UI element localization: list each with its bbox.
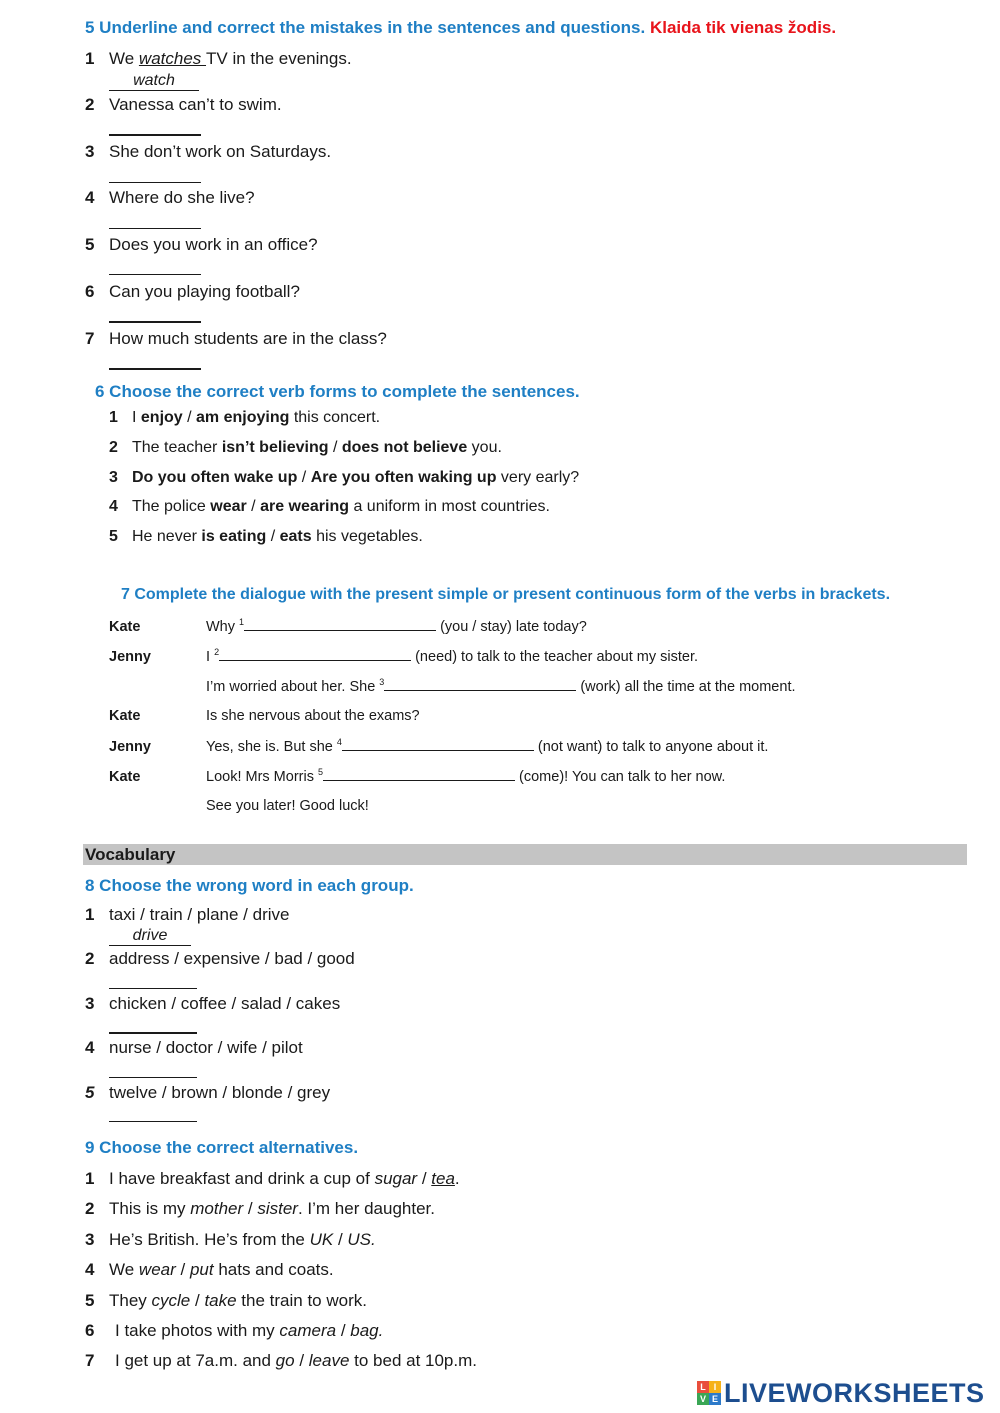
option-a[interactable]: is eating [201, 528, 267, 545]
option-b[interactable]: take [204, 1291, 237, 1310]
option-a[interactable]: isn’t believing [221, 439, 329, 456]
item-number: 4 [109, 498, 118, 515]
ex5-answer-3[interactable] [109, 182, 201, 183]
option-a[interactable]: UK [309, 1230, 334, 1249]
ex7-line-1 [109, 618, 587, 635]
logo-mark-letter: V [697, 1393, 709, 1405]
sentence-end: you. [467, 439, 502, 456]
ex8-answer-4[interactable] [109, 1077, 197, 1078]
ex5-item-4 [85, 188, 255, 208]
ex8-item-2 [85, 949, 355, 969]
item-number: 1 [85, 49, 95, 68]
ex9-title: 9 Choose the correct alternatives. [85, 1138, 359, 1157]
sentence-start: The teacher [132, 439, 222, 456]
ex8-answer-3[interactable] [109, 1032, 197, 1034]
item-number: 3 [85, 994, 95, 1013]
ex7-line-7 [109, 798, 369, 814]
logo-mark-letter: L [697, 1381, 709, 1393]
option-b-selected[interactable]: tea [431, 1169, 455, 1188]
item-number: 6 [85, 282, 95, 301]
option-b[interactable]: leave [308, 1351, 350, 1370]
sentence-start: I have breakfast and drink a cup of [109, 1169, 375, 1188]
sentence: How much students are in the class? [109, 329, 387, 348]
word-group: nurse / doctor / wife / pilot [109, 1038, 303, 1057]
option-a[interactable]: camera [279, 1321, 337, 1340]
ex7-line-3 [109, 678, 796, 695]
line-hint: (you / stay) late today? [436, 619, 587, 635]
gap-number: 2 [214, 647, 220, 658]
separator: / [190, 1291, 205, 1310]
sentence-end: this concert. [289, 409, 381, 426]
gap-number: 1 [239, 617, 245, 628]
item-number: 1 [85, 905, 95, 924]
ex6-title: 6 Choose the correct verb forms to complete the sentences. [95, 382, 580, 401]
sentence-end: the train to work. [236, 1291, 367, 1310]
option-b[interactable]: am enjoying [196, 409, 290, 426]
sentence-end: TV in the evenings. [206, 49, 352, 68]
line-text: Yes, she is. But she [206, 739, 337, 755]
sentence-start: I [132, 409, 141, 426]
ex5-answer-4[interactable] [109, 228, 201, 229]
gap-input[interactable] [244, 618, 436, 631]
ex6-item-4 [109, 498, 550, 516]
item-number: 2 [85, 1199, 95, 1218]
separator: / [243, 1199, 258, 1218]
option-b[interactable]: does not believe [341, 439, 468, 456]
separator: / [336, 1321, 351, 1340]
option-a[interactable]: wear [138, 1260, 176, 1279]
sentence-start: We [109, 1260, 139, 1279]
item-number: 4 [85, 188, 95, 207]
ex9-item-4 [85, 1260, 334, 1280]
sentence-end: . I’m her daughter. [297, 1199, 435, 1218]
separator: / [266, 528, 280, 545]
item-number: 2 [85, 95, 95, 114]
sentence-end: a uniform in most countries. [349, 498, 550, 515]
ex9-item-2 [85, 1199, 435, 1219]
ex5-answer-6[interactable] [109, 321, 201, 323]
line-text: Is she nervous about the exams? [206, 708, 420, 724]
line-text: See you later! Good luck! [206, 798, 369, 814]
option-a[interactable]: go [275, 1351, 295, 1370]
sentence: She don’t work on Saturdays. [109, 142, 332, 161]
ex5-heading [85, 18, 836, 38]
ex7-line-6 [109, 768, 725, 785]
option-a[interactable]: mother [190, 1199, 244, 1218]
ex7-line-4 [109, 708, 420, 724]
item-number: 3 [85, 142, 95, 161]
logo-mark-letter: I [709, 1381, 721, 1393]
sentence: Where do she live? [109, 188, 255, 207]
item-number: 3 [85, 1230, 95, 1249]
word-group: taxi / train / plane / drive [109, 905, 290, 924]
item-number: 4 [85, 1260, 95, 1279]
ex9-item-1 [85, 1169, 460, 1189]
sentence-start: The police [132, 498, 211, 515]
separator: / [328, 439, 342, 456]
ex5-item-2 [85, 95, 282, 115]
ex6-item-5 [109, 528, 423, 546]
option-a[interactable]: wear [210, 498, 247, 515]
ex5-answer-2[interactable] [109, 134, 201, 136]
option-b[interactable]: eats [279, 528, 312, 545]
ex5-item-5 [85, 235, 318, 255]
item-number: 7 [85, 1351, 95, 1370]
line-text: I’m worried about her. She [206, 679, 380, 695]
ex6-item-2 [109, 439, 502, 457]
line-hint: (not want) to talk to anyone about it. [533, 739, 769, 755]
word-group: chicken / coffee / salad / cakes [109, 994, 341, 1013]
liveworksheets-logo[interactable] [697, 1378, 985, 1408]
vocabulary-label: Vocabulary [85, 845, 176, 864]
word-group: address / expensive / bad / good [109, 949, 355, 968]
speaker-name: Kate [109, 619, 141, 635]
item-number: 2 [109, 439, 118, 456]
item-number: 3 [109, 469, 118, 486]
ex9-item-5 [85, 1291, 367, 1311]
sentence-end: . [454, 1169, 460, 1188]
separator: / [175, 1260, 190, 1279]
ex8-item-3 [85, 994, 340, 1014]
separator: / [333, 1230, 348, 1249]
sentence-end: his vegetables. [311, 528, 423, 545]
ex5-answer-5[interactable] [109, 274, 201, 275]
option-b[interactable]: Are you often waking up [310, 469, 497, 486]
line-text: Look! Mrs Morris [206, 769, 318, 785]
ex5-item-3 [85, 142, 331, 162]
gap-input[interactable] [384, 678, 576, 691]
ex8-item-4 [85, 1038, 303, 1058]
speaker-name: Jenny [109, 739, 151, 755]
line-hint: (need) to talk to the teacher about my sister. [411, 649, 699, 665]
gap-number: 3 [379, 677, 385, 688]
ex5-answer-1[interactable]: watch [109, 72, 199, 91]
ex5-item-6 [85, 282, 300, 302]
underlined-mistake: watches [138, 49, 207, 68]
option-b[interactable]: US. [347, 1230, 376, 1249]
separator: / [417, 1169, 432, 1188]
sentence-start: We [109, 49, 139, 68]
ex5-answer-7[interactable] [109, 368, 201, 370]
ex7-line-2 [109, 648, 698, 665]
sentence-start: They [109, 1291, 152, 1310]
separator: / [246, 498, 261, 515]
ex5-item-1 [85, 49, 352, 69]
ex8-item-1 [85, 905, 289, 925]
ex8-answer-1[interactable]: drive [109, 927, 191, 946]
ex9-item-3 [85, 1230, 376, 1250]
separator: / [182, 409, 197, 426]
item-number: 7 [85, 329, 95, 348]
sentence: Does you work in an office? [109, 235, 318, 254]
ex7-line-5 [109, 738, 768, 755]
sentence-start: This is my [109, 1199, 191, 1218]
option-a[interactable]: sugar [374, 1169, 418, 1188]
line-text: Why [206, 619, 240, 635]
gap-number: 5 [318, 767, 324, 778]
ex9-item-6 [85, 1321, 383, 1341]
sentence-start: He’s British. He’s from the [109, 1230, 310, 1249]
gap-input[interactable] [323, 768, 515, 781]
logo-mark-icon [697, 1381, 721, 1405]
ex7-title: 7 Complete the dialogue with the present simple or present continuous form of the verbs in brackets. [121, 586, 891, 603]
sentence-start: I get up at 7a.m. and [115, 1351, 276, 1370]
item-number: 1 [109, 409, 118, 426]
sentence-start: I take photos with my [115, 1321, 280, 1340]
ex6-item-1 [109, 409, 380, 427]
sentence-end: to bed at 10p.m. [349, 1351, 477, 1370]
ex5-note: Klaida tik vienas žodis. [649, 18, 837, 37]
option-b[interactable]: put [189, 1260, 214, 1279]
ex6-item-3 [109, 469, 579, 487]
line-hint: (come)! You can talk to her now. [515, 769, 726, 785]
ex5-item-7 [85, 329, 387, 349]
option-b[interactable]: sister [257, 1199, 298, 1218]
item-number: 1 [85, 1169, 95, 1188]
ex8-item-5 [85, 1083, 330, 1103]
word-group: twelve / brown / blonde / grey [109, 1083, 331, 1102]
item-number: 2 [85, 949, 95, 968]
ex8-title: 8 Choose the wrong word in each group. [85, 876, 414, 895]
separator: / [297, 469, 311, 486]
item-number: 4 [85, 1038, 95, 1057]
sentence: Can you playing football? [109, 282, 300, 301]
sentence-start: He never [132, 528, 202, 545]
option-a[interactable]: enjoy [140, 409, 183, 426]
sentence-end: very early? [496, 469, 580, 486]
option-a[interactable]: Do you often wake up [132, 469, 298, 486]
separator: / [294, 1351, 309, 1370]
line-text: I [206, 649, 215, 665]
item-number: 5 [109, 528, 118, 545]
sentence: Vanessa can’t to swim. [109, 95, 282, 114]
logo-mark-letter: E [709, 1393, 721, 1405]
ex8-answer-2[interactable] [109, 988, 197, 989]
item-number: 5 [85, 1083, 95, 1102]
item-number: 6 [85, 1321, 95, 1340]
ex8-answer-5[interactable] [109, 1121, 197, 1122]
line-hint: (work) all the time at the moment. [576, 679, 796, 695]
item-number: 5 [85, 1291, 95, 1310]
ex5-title: 5 Underline and correct the mistakes in the sentences and questions. [85, 18, 646, 37]
sentence-end: hats and coats. [213, 1260, 334, 1279]
ex9-item-7 [85, 1351, 477, 1371]
gap-input[interactable] [219, 648, 411, 661]
option-b[interactable]: bag. [350, 1321, 384, 1340]
logo-text: LIVEWORKSHEETS [724, 1377, 985, 1408]
item-number: 5 [85, 235, 95, 254]
gap-number: 4 [336, 737, 342, 748]
option-b[interactable]: are wearing [260, 498, 350, 515]
speaker-name: Kate [109, 708, 141, 724]
speaker-name: Kate [109, 769, 141, 785]
gap-input[interactable] [342, 738, 534, 751]
option-a[interactable]: cycle [151, 1291, 191, 1310]
vocabulary-section-bar [83, 844, 967, 865]
speaker-name: Jenny [109, 649, 151, 665]
